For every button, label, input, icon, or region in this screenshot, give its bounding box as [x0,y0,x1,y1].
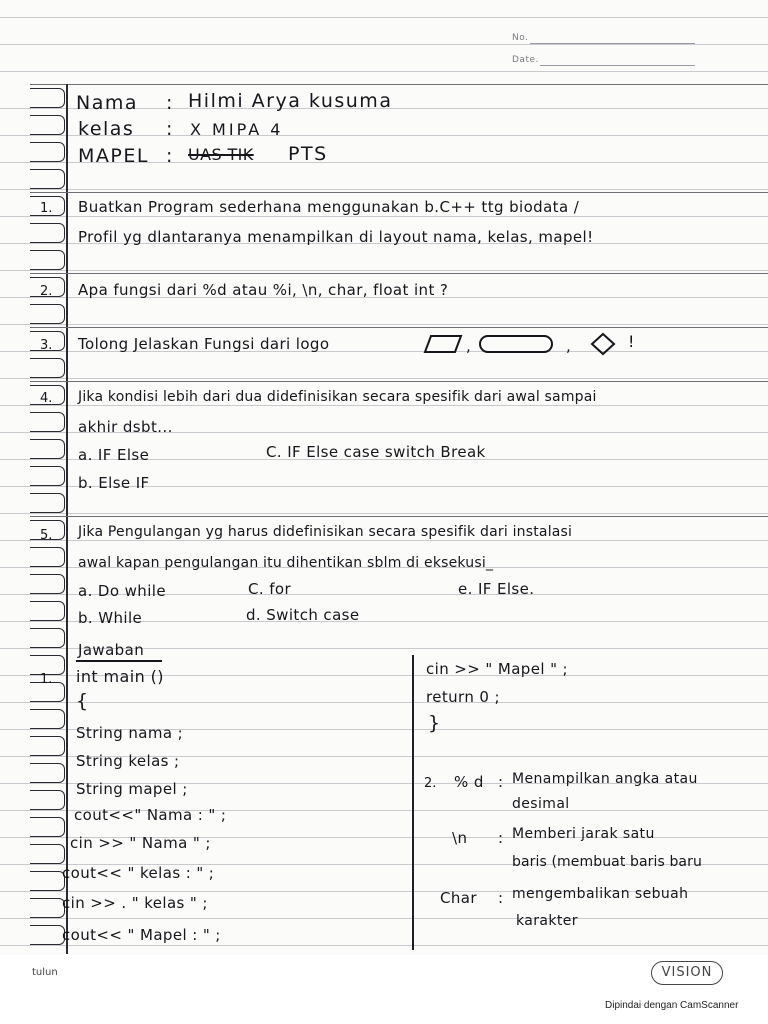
margin-tab [30,817,65,837]
option: e. IF Else. [458,580,535,598]
definition-sep: : [498,829,504,847]
code-line: cin >> " Mapel " ; [426,660,569,678]
code-line: String mapel ; [76,780,188,798]
margin-tab [30,763,65,783]
question-line: awal kapan pengulangan itu dihentikan sblm di eksekusi_ [78,555,494,571]
option: a. Do while [78,582,166,600]
option: C. for [248,580,292,598]
question-line: Jika kondisi lebih dari dua didefinisikan secara spesifik dari awal sampai [78,389,597,405]
footer-scribble: tulun [32,967,58,978]
option: d. Switch case [246,606,360,624]
margin-tab [30,466,65,486]
definition-term: \n [452,829,468,847]
definition-text: Memberi jarak satu [512,826,655,842]
code-line: { [76,690,90,712]
mapel-value: PTS [288,143,328,165]
top-rule [30,84,768,85]
option: b. Else IF [78,474,150,492]
code-line: return 0 ; [426,688,500,706]
question-number: 1. [40,201,53,216]
question-line: Profil yg dlantaranya menampilkan di layout nama, kelas, mapel! [78,228,594,246]
section-rule [30,516,768,517]
question-line: Jika Pengulangan yg harus didefinisikan secara spesifik dari instalasi [78,524,573,540]
terminator-icon [478,333,556,355]
code-line: cout<< " kelas : " ; [62,864,215,882]
question-number: 5. [40,528,53,543]
answer-number: 2. [424,776,437,791]
code-line: cin >> " Nama " ; [70,834,211,852]
margin-tab [30,304,65,324]
question-number: 2. [40,284,53,299]
margin-tab [30,871,65,891]
kelas-sep: : [166,118,174,140]
code-line: } [428,712,442,734]
question-line: Tolong Jelaskan Fungsi dari logo [78,335,330,353]
margin-tab [30,925,65,945]
shape-separator: , [466,337,472,355]
camscanner-watermark: Dipindai dengan CamScanner [605,1000,739,1011]
option: b. While [78,609,143,627]
margin-tab [30,115,65,135]
answers-title-underline [76,660,162,662]
margin-tab [30,88,65,108]
question-line: Buatkan Program sederhana menggunakan b.C++ ttg biodata / [78,198,580,216]
question-line: akhir dsbt... [78,418,173,436]
margin-tab [30,709,65,729]
margin-tab [30,358,65,378]
margin-tab [30,736,65,756]
margin-tab [30,250,65,270]
definition-sep: : [498,773,504,791]
margin-tab [30,223,65,243]
definition-sep: : [498,889,504,907]
margin-tab [30,142,65,162]
question-number: 4. [40,391,53,406]
code-line: cout<<" Nama : " ; [74,806,227,824]
definition-term: Char [440,889,477,907]
mapel-label: MAPEL [78,145,149,167]
nama-value: Hilmi Arya kusuma [188,90,393,112]
nama-sep: : [166,92,174,114]
nama-label: Nama [76,92,139,114]
definition-text: mengembalikan sebuah [512,886,689,902]
margin-tab [30,601,65,621]
margin-tab [30,844,65,864]
date-line [540,65,695,66]
question-line: Apa fungsi dari %d atau %i, \n, char, float int ? [78,281,449,299]
answer-number: 1. [40,672,53,687]
margin-tab [30,439,65,459]
no-label: No. [512,33,529,43]
margin-tab [30,574,65,594]
margin-tab [30,790,65,810]
margin-tab [30,898,65,918]
date-label: Date. [512,55,539,65]
option: a. IF Else [78,446,150,464]
question-end-mark: ! [628,332,635,351]
vision-logo: VISION [651,961,723,985]
answers-title: Jawaban [78,641,145,659]
definition-text: desimal [512,796,570,812]
option: C. IF Else case switch Break [266,443,486,461]
section-rule [30,192,768,193]
definition-text: Menampilkan angka atau [512,771,698,787]
margin-tab [30,412,65,432]
decision-icon [590,332,616,356]
margin-tab [30,628,65,648]
kelas-value: X MIPA 4 [190,120,284,139]
no-line [530,43,695,44]
code-line: cout<< " Mapel : " ; [62,926,221,944]
section-rule [30,381,768,382]
mapel-struck: UAS TIK [188,145,254,164]
code-line: String nama ; [76,724,184,742]
shape-separator: , [566,337,572,355]
code-line: String kelas ; [76,752,180,770]
kelas-label: kelas [78,118,135,140]
margin-line [66,84,68,954]
section-rule [30,327,768,328]
margin-tab [30,547,65,567]
margin-tab [30,169,65,189]
code-line: cin >> . " kelas " ; [62,894,208,912]
margin-tab [30,493,65,513]
definition-text: karakter [516,913,578,929]
section-rule [30,273,768,274]
definition-term: % d [454,773,484,791]
mapel-sep: : [166,145,174,167]
definition-text: baris (membuat baris baru [512,854,702,870]
code-line: int main () [76,667,164,686]
answer-column-divider [412,655,414,950]
parallelogram-icon [423,333,463,355]
question-number: 3. [40,338,53,353]
